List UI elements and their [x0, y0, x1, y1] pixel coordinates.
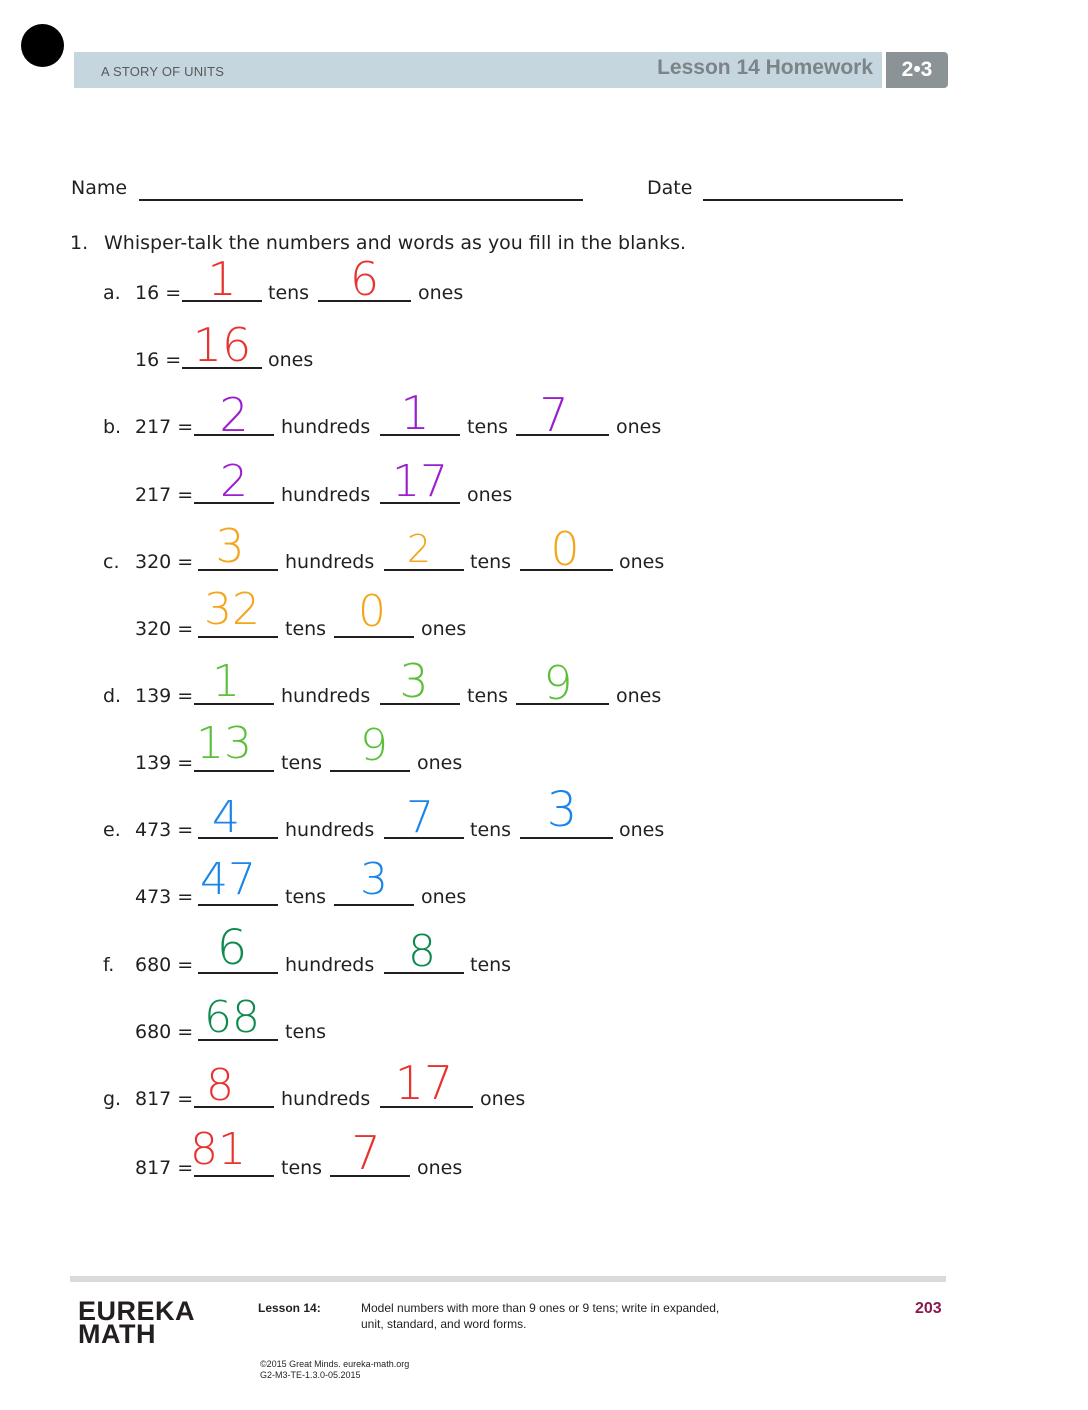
problem-letter-a: a.: [103, 282, 121, 304]
problem-letter-g: g.: [103, 1088, 122, 1110]
equation-number: 817 =: [135, 1088, 194, 1110]
handwritten-answer: 1: [400, 386, 430, 440]
copyright: ©2015 Great Minds. eureka-math.org: [260, 1359, 410, 1369]
date-label: Date: [647, 177, 693, 199]
handwritten-answer: 81: [190, 1124, 246, 1175]
equation-number: 473 =: [135, 819, 194, 841]
lesson-title: Lesson 14 Homework: [657, 56, 873, 79]
unit-label: tens: [285, 618, 327, 640]
unit-label: tens: [470, 954, 512, 976]
answer-blank[interactable]: [198, 636, 278, 638]
handwritten-answer: 2: [406, 527, 432, 571]
equation-number: 139 =: [135, 685, 194, 707]
handwritten-answer: 3: [360, 854, 388, 905]
handwritten-answer: 32: [204, 584, 260, 635]
unit-label: ones: [421, 886, 467, 908]
equation-number: 16 =: [135, 349, 182, 371]
page-number: 203: [915, 1300, 942, 1317]
footer-description-line-2: unit, standard, and word forms.: [361, 1317, 527, 1331]
handwritten-answer: 13: [196, 718, 252, 769]
equation-number: 217 =: [135, 484, 194, 506]
series-title: A STORY OF UNITS: [101, 64, 225, 79]
handwritten-answer: 7: [406, 792, 434, 843]
unit-label: ones: [417, 752, 463, 774]
document-code: G2-M3-TE-1.3.0-05.2015: [260, 1370, 361, 1380]
name-label: Name: [71, 177, 128, 199]
handwritten-answer: 9: [543, 656, 573, 710]
equation-number: 320 =: [135, 618, 194, 640]
footer-lesson-label: Lesson 14:: [258, 1301, 321, 1315]
handwritten-answer: 1: [212, 656, 240, 707]
footer-divider: [70, 1276, 946, 1282]
unit-label: tens: [268, 282, 310, 304]
unit-label: ones: [417, 1157, 463, 1179]
logo-line-2: MATH: [78, 1319, 156, 1349]
handwritten-answer: 2: [219, 388, 249, 442]
logo-line-1: EUREKA: [78, 1296, 196, 1326]
name-field-line[interactable]: [139, 199, 583, 201]
handwritten-answer: 47: [200, 854, 256, 905]
problem-letter-d: d.: [103, 685, 122, 707]
unit-label: hundreds: [285, 551, 375, 573]
handwritten-answer: 8: [408, 926, 436, 977]
problem-letter-b: b.: [103, 416, 122, 438]
unit-label: ones: [467, 484, 513, 506]
equation-number: 139 =: [135, 752, 194, 774]
problem-letter-e: e.: [103, 819, 121, 841]
eureka-math-logo: [78, 1296, 196, 1349]
unit-label: ones: [616, 685, 662, 707]
unit-label: hundreds: [281, 484, 371, 506]
equation-number: 817 =: [135, 1157, 194, 1179]
unit-label: tens: [467, 685, 509, 707]
handwritten-answer: 8: [206, 1060, 234, 1111]
handwritten-answer: 3: [546, 782, 578, 838]
handwritten-answer: 7: [539, 388, 569, 442]
unit-label: hundreds: [281, 416, 371, 438]
handwritten-answer: 68: [204, 992, 260, 1043]
handwritten-answer: 6: [349, 252, 380, 306]
handwritten-answer: 17: [394, 1056, 454, 1110]
answer-blank[interactable]: [194, 770, 274, 772]
unit-label: hundreds: [281, 1088, 371, 1110]
unit-label: tens: [285, 886, 327, 908]
date-field-line[interactable]: [703, 199, 903, 201]
handwritten-answer: 3: [399, 654, 429, 708]
problem-letter-c: c.: [103, 551, 120, 573]
grade-module-badge: 2•3: [886, 52, 948, 88]
handwritten-answer: 0: [358, 586, 386, 637]
problem-letter-f: f.: [103, 954, 115, 976]
handwritten-answer: 3: [215, 519, 245, 573]
equation-number: 16 =: [135, 282, 182, 304]
unit-label: tens: [470, 819, 512, 841]
handwritten-answer: 2: [220, 456, 248, 507]
unit-label: hundreds: [285, 819, 375, 841]
question-text: Whisper-talk the numbers and words as you fill in the blanks.: [104, 232, 687, 254]
unit-label: tens: [281, 1157, 323, 1179]
unit-label: ones: [616, 416, 662, 438]
answer-blank[interactable]: [194, 1175, 274, 1177]
question-number: 1.: [70, 232, 89, 254]
footer-description-line-1: Model numbers with more than 9 ones or 9 tens; write in expanded,: [361, 1301, 720, 1315]
equation-number: 320 =: [135, 551, 194, 573]
equation-number: 680 =: [135, 954, 194, 976]
handwritten-answer: 17: [392, 456, 448, 507]
unit-label: hundreds: [281, 685, 371, 707]
handwritten-answer: 9: [360, 720, 388, 771]
unit-label: ones: [619, 819, 665, 841]
equation-number: 217 =: [135, 416, 194, 438]
unit-label: ones: [619, 551, 665, 573]
unit-label: hundreds: [285, 954, 375, 976]
unit-label: ones: [268, 349, 314, 371]
unit-label: ones: [418, 282, 464, 304]
binder-hole-dot: [21, 24, 64, 67]
unit-label: ones: [421, 618, 467, 640]
handwritten-answer: 7: [351, 1126, 381, 1180]
unit-label: ones: [480, 1088, 526, 1110]
handwritten-answer: 6: [216, 920, 248, 976]
unit-label: tens: [467, 416, 509, 438]
handwritten-answer: 1: [207, 252, 237, 306]
handwritten-answer: 16: [192, 318, 252, 372]
unit-label: tens: [281, 752, 323, 774]
handwritten-answer: 0: [550, 522, 580, 576]
unit-label: tens: [285, 1021, 327, 1043]
handwritten-answer: 4: [212, 792, 240, 843]
equation-number: 680 =: [135, 1021, 194, 1043]
unit-label: tens: [470, 551, 512, 573]
equation-number: 473 =: [135, 886, 194, 908]
